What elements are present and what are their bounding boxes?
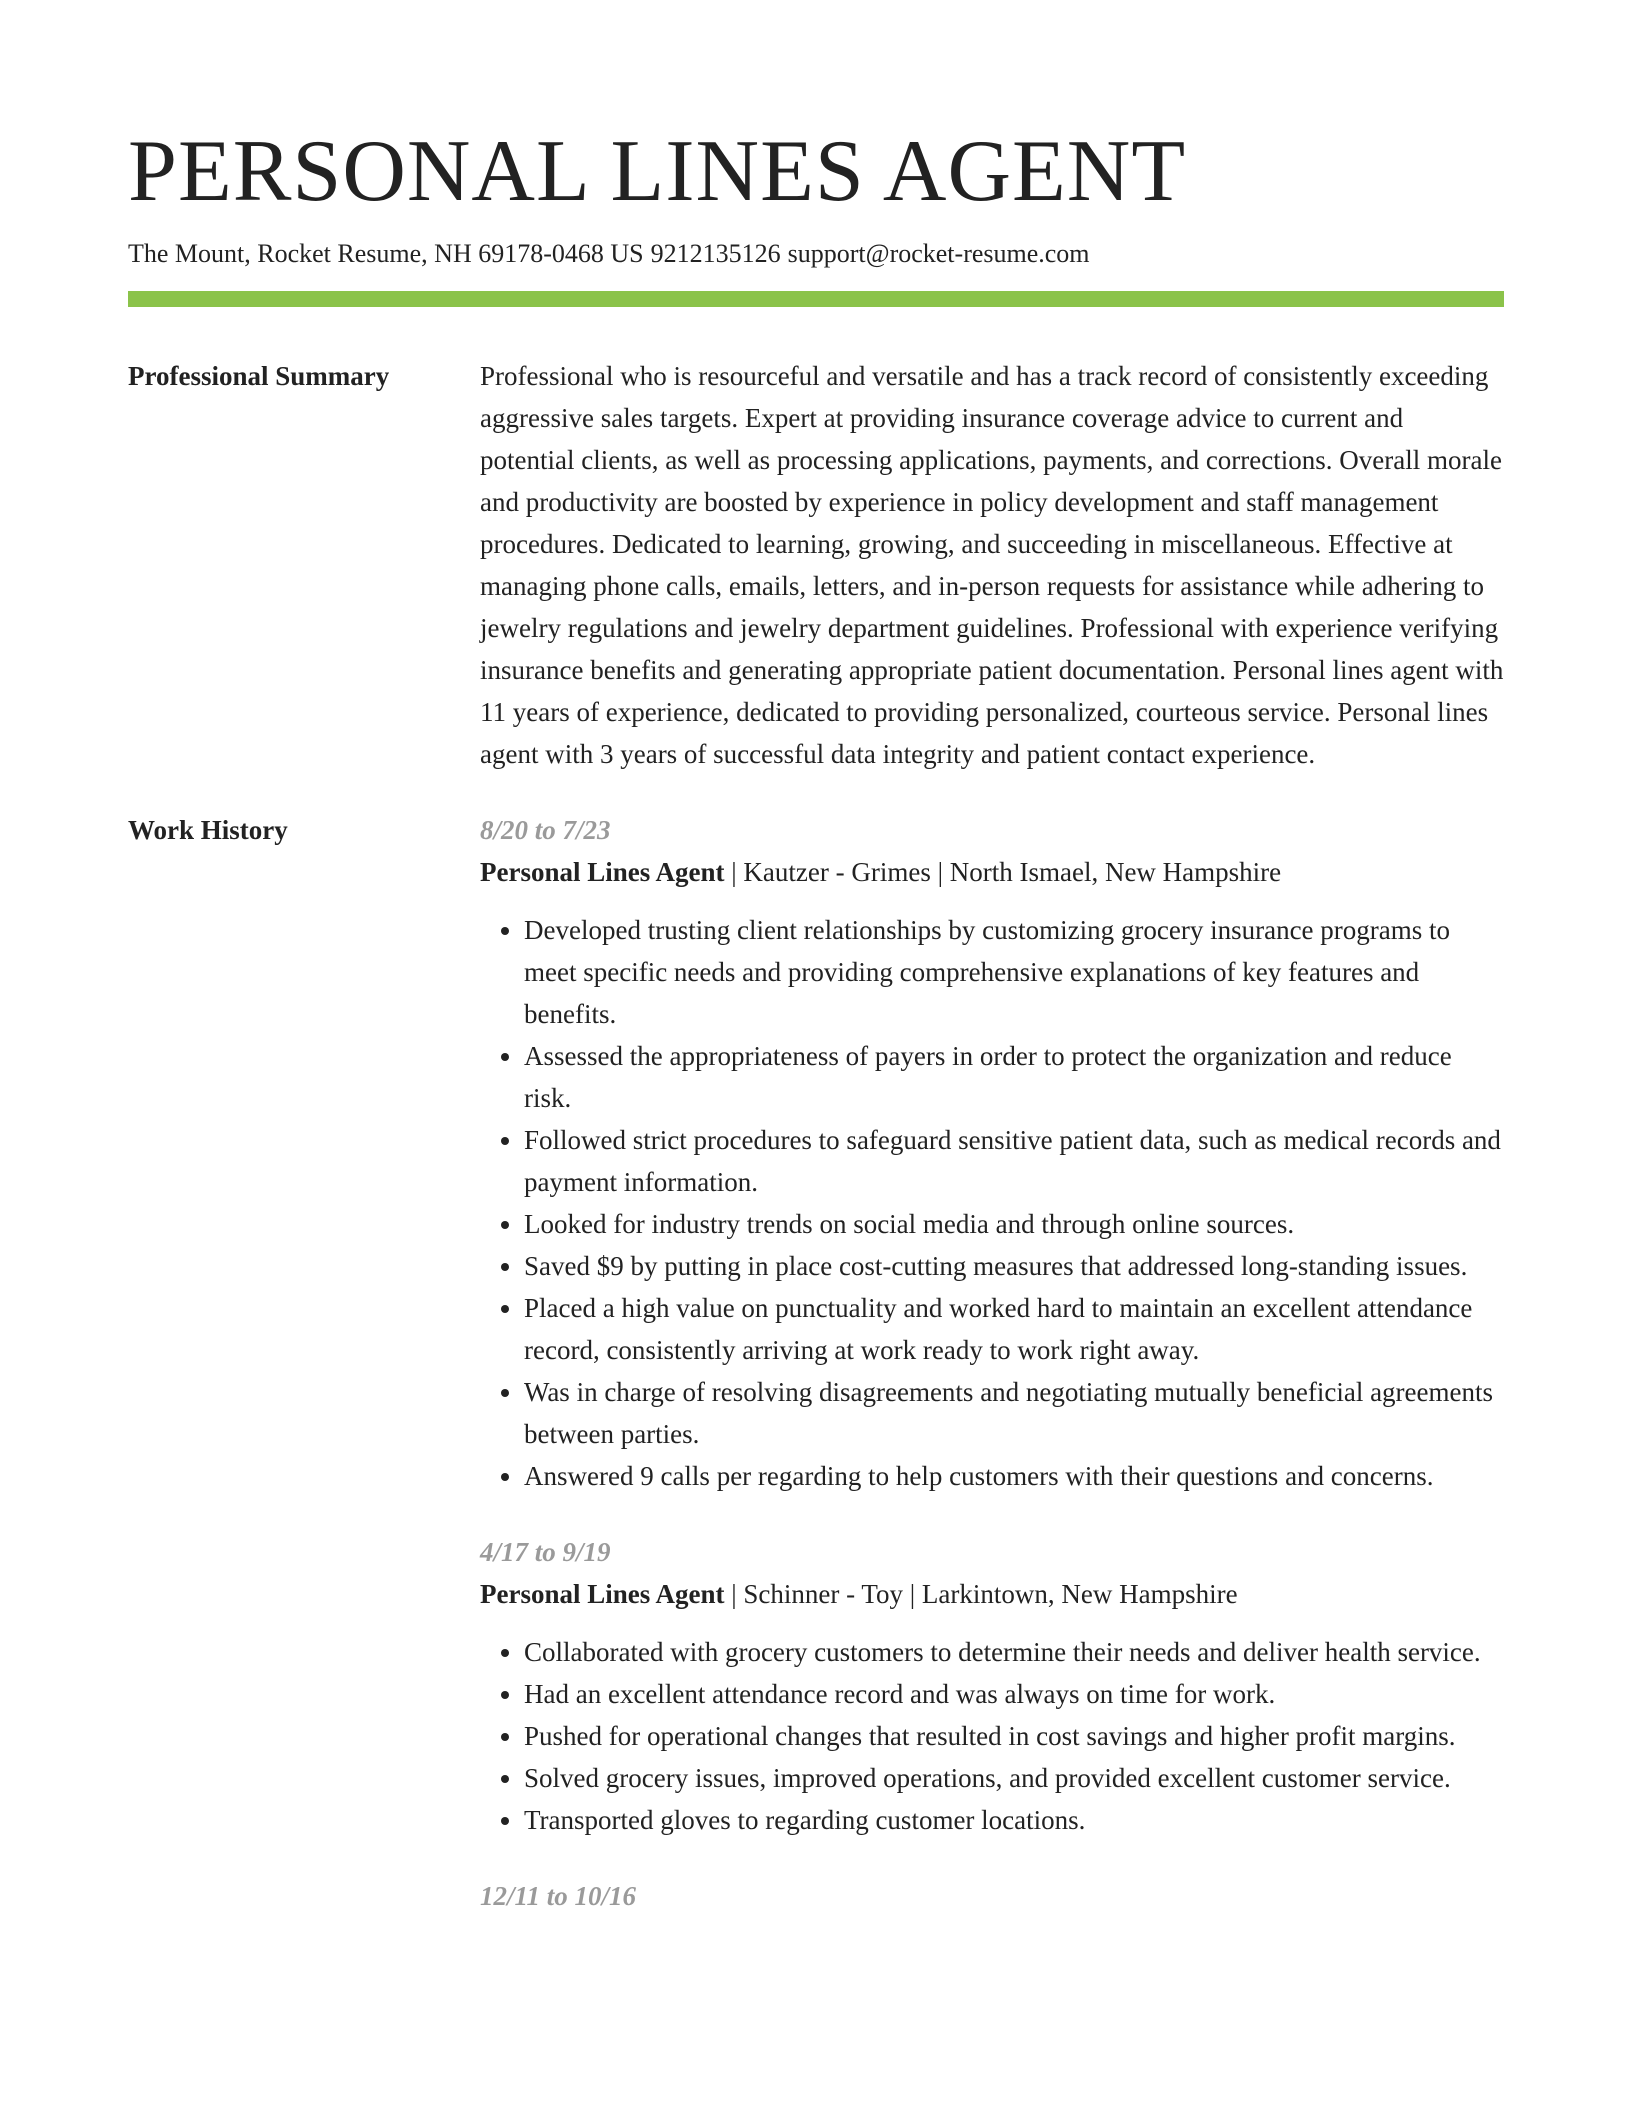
resume-page [128, 122, 1504, 1951]
summary-text: Professional who is resourceful and versatile and has a track record of consistently exceeding aggressive sales targets. Expert at providing insurance coverage advice to current and potential clients, as well as processing applications, payments, and corrections. Overall morale and productivity are boosted by experience in policy development and staff management procedures. Dedicated to learning, growing, and succeeding in miscellaneous. Effective at managing phone calls, emails, letters, and in-person requests for assistance while adhering to jewelry regulations and jewelry department guidelines. Professional with experience verifying insurance benefits and generating appropriate patient documentation. Personal lines agent with 11 years of experience, dedicated to providing personalized, courteous service. Personal lines agent with 3 years of successful data integrity and patient contact experience. [480, 361, 1504, 769]
job-bullet: • Assessed the appropriateness of payers in order to protect the organization and reduce risk. [524, 1035, 1504, 1119]
work-history-body [480, 809, 1504, 1951]
job-dates: 4/17 to 9/19 [480, 1537, 611, 1567]
job-details: | Kautzer - Grimes | North Ismael, New Hampshire [724, 857, 1282, 887]
job-bullet: • Placed a high value on punctuality and worked hard to maintain an excellent attendance record, consistently arriving at work ready to work right away. [524, 1287, 1504, 1371]
contact-phone: 9212135126 [650, 239, 781, 268]
resume-name: PERSONAL LINES AGENT [128, 123, 1187, 220]
job-dates: 8/20 to 7/23 [480, 815, 611, 845]
job-bullet: • Was in charge of resolving disagreements and negotiating mutually beneficial agreements between parties. [524, 1371, 1504, 1455]
job-dates: 12/11 to 10/16 [480, 1881, 637, 1911]
job-title: Personal Lines Agent [480, 857, 725, 887]
job-header [480, 1573, 1504, 1615]
job-bullets [480, 1631, 1504, 1841]
job-entry [480, 809, 1504, 1497]
job-bullet: • Collaborated with grocery customers to determine their needs and deliver health service. [524, 1631, 1504, 1673]
job-bullets [480, 909, 1504, 1497]
header-divider [128, 291, 1504, 307]
job-entry [480, 1531, 1504, 1841]
job-bullet: • Developed trusting client relationships by customizing grocery insurance programs to meet specific needs and providing comprehensive explanations of key features and benefits. [524, 909, 1504, 1035]
job-bullet: • Answered 9 calls per regarding to help customers with their questions and concerns. [524, 1455, 1504, 1497]
contact-address: The Mount, Rocket Resume, NH 69178-0468 US [128, 239, 644, 268]
work-history-section [128, 809, 1504, 1951]
summary-heading: Professional Summary [128, 361, 390, 391]
job-bullet: • Solved grocery issues, improved operations, and provided excellent customer service. [524, 1757, 1504, 1799]
contact-email: support@rocket-resume.com [787, 239, 1090, 268]
job-entry [480, 1875, 1504, 1917]
job-bullet: • Followed strict procedures to safeguard sensitive patient data, such as medical records and payment information. [524, 1119, 1504, 1203]
job-bullet: • Saved $9 by putting in place cost-cutting measures that addressed long-standing issues. [524, 1245, 1504, 1287]
job-bullet: • Had an excellent attendance record and was always on time for work. [524, 1673, 1504, 1715]
job-details: | Schinner - Toy | Larkintown, New Hampshire [724, 1579, 1238, 1609]
job-header [480, 851, 1504, 893]
job-bullet: • Looked for industry trends on social media and through online sources. [524, 1203, 1504, 1245]
job-title: Personal Lines Agent [480, 1579, 725, 1609]
job-bullet: • Pushed for operational changes that resulted in cost savings and higher profit margins. [524, 1715, 1504, 1757]
summary-section [128, 355, 1504, 775]
work-history-heading: Work History [128, 815, 288, 845]
summary-body [480, 355, 1504, 775]
contact-line [128, 238, 1504, 270]
job-bullet: • Transported gloves to regarding customer locations. [524, 1799, 1504, 1841]
